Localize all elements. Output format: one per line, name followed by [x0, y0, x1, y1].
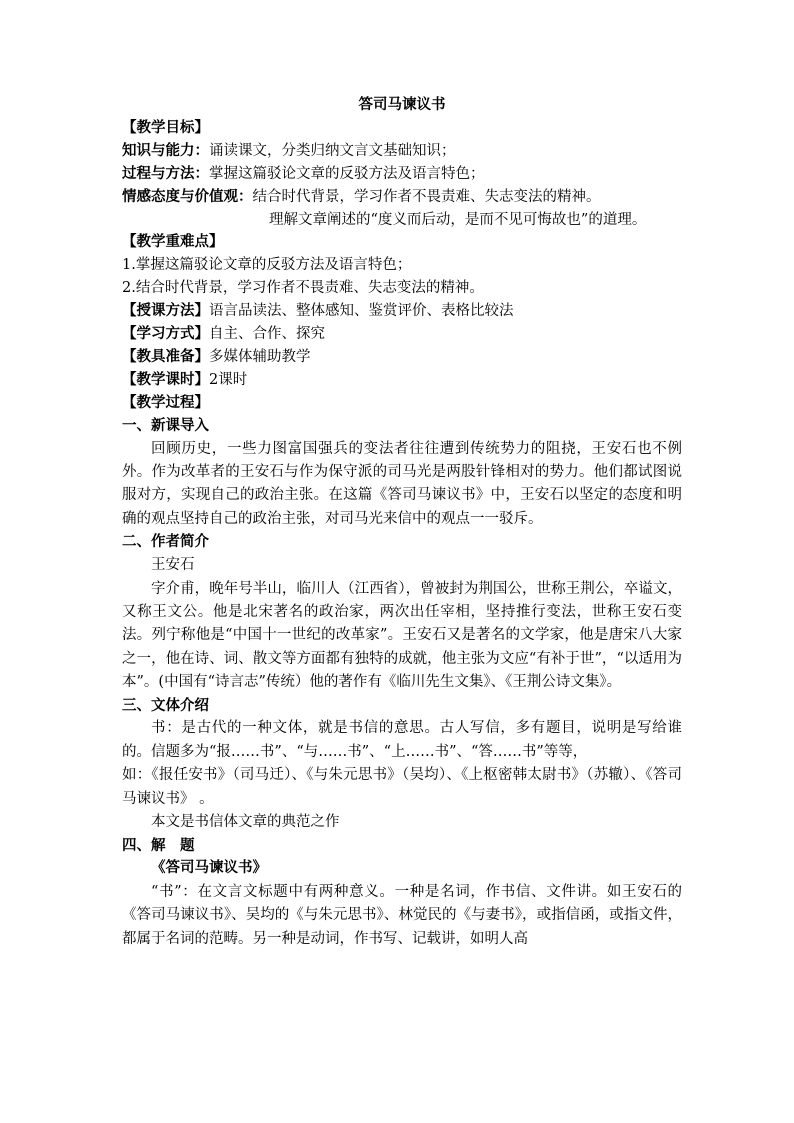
teaching-hours-label: 【教学课时】 — [122, 371, 209, 388]
author-name: 王安石 — [151, 557, 195, 574]
learning-style-text: 自主、合作、探究 — [209, 326, 325, 343]
teaching-method — [122, 300, 682, 323]
objective-knowledge — [122, 140, 682, 163]
section-3-heading: 三、文体介绍 — [122, 697, 209, 714]
learning-style — [122, 323, 682, 346]
section-1-heading: 一、新课导入 — [122, 417, 209, 434]
objective-knowledge-text: 诵读课文，分类归纳文言文基础知识； — [209, 142, 456, 159]
document-page — [122, 94, 682, 951]
section-3-note: 本文是书信体文章的典范之作 — [151, 814, 340, 831]
section-4-subtitle: 《答司马谏议书》 — [151, 860, 267, 877]
teaching-method-label: 【授课方法】 — [122, 303, 209, 320]
objective-emotion-text-1: 结合时代背景，学习作者不畏责难、失志变法的精神。 — [252, 188, 601, 205]
section-3-paragraph-a: 书：是古代的一种文体，就是书信的意思。古人写信，多有题目，说明是写给谁的。信题多为“报……书”、“与……书”、“上……书”、“答……书”等等， — [122, 720, 682, 760]
objective-emotion-text-2: 理解文章阐述的“度义而后动，是而不见可悔故也”的道理。 — [269, 211, 647, 228]
learning-style-label: 【学习方式】 — [122, 326, 209, 343]
process-heading: 【教学过程】 — [122, 394, 209, 411]
objective-process-text: 掌握这篇驳论文章的反驳方法及语言特色； — [209, 165, 485, 182]
objective-process-label: 过程与方法： — [122, 165, 209, 182]
objective-process — [122, 163, 682, 186]
section-3-paragraph-b: 如：《报任安书》（司马迁）、《与朱元思书》（吴均）、《上枢密韩太尉书》（苏辙）、《答司马谏议书》 。 — [122, 767, 682, 807]
section-4-heading: 四、解 题 — [122, 837, 195, 854]
document-title: 答司马谏议书 — [358, 97, 446, 113]
key-point-2: 2.结合时代背景，学习作者不畏责难、失志变法的精神。 — [122, 280, 484, 297]
key-point-1: 1.掌握这篇驳论文章的反驳方法及语言特色； — [122, 257, 412, 274]
objective-emotion — [122, 186, 682, 209]
objectives-heading: 【教学目标】 — [122, 119, 209, 136]
section-2-paragraph: 字介甫，晚年号半山，临川人（江西省），曾被封为荆国公，世称王荆公，卒谥文，又称王文公。他是北宋著名的政治家，两次出任宰相，坚持推行变法，世称王安石变法。列宁称他是“中国十一世纪的改革家”。王安石又是著名的文学家，他是唐宋八大家之一，他在诗、词、散文等方面都有独特的成就，他主张为文应“有补于世”，“以适用为本”。(中国有“诗言志”传统）他的著作有《临川先生文集》、《王荆公诗文集》。 — [122, 580, 682, 691]
objective-knowledge-label: 知识与能力： — [122, 142, 209, 159]
teaching-hours — [122, 369, 682, 392]
teaching-tools — [122, 346, 682, 369]
teaching-tools-label: 【教具准备】 — [122, 348, 209, 365]
key-points-heading: 【教学重难点】 — [122, 234, 224, 251]
teaching-method-text: 语言品读法、整体感知、鉴赏评价、表格比较法 — [209, 303, 514, 320]
section-4-paragraph: “书”：在文言文标题中有两种意义。一种是名词，作书信、文件讲。如王安石的《答司马谏议书》、吴均的《与朱元思书》、林觉民的《与妻书》，或指信函，或指文件，都属于名词的范畴。另一种是动词，作书写、记载讲，如明人高 — [122, 883, 682, 947]
teaching-hours-text: 2课时 — [209, 371, 248, 388]
objective-emotion-label: 情感态度与价值观： — [122, 188, 253, 205]
teaching-tools-text: 多媒体辅助教学 — [209, 348, 311, 365]
section-2-heading: 二、作者简介 — [122, 534, 209, 551]
section-1-paragraph: 回顾历史，一些力图富国强兵的变法者往往遭到传统势力的阻挠，王安石也不例外。作为改革者的王安石与作为保守派的司马光是两股针锋相对的势力。他们都试图说服对方，实现自己的政治主张。在这篇《答司马谏议书》中，王安石以坚定的态度和明确的观点坚持自己的政治主张，对司马光来信中的观点一一驳斥。 — [122, 440, 682, 527]
